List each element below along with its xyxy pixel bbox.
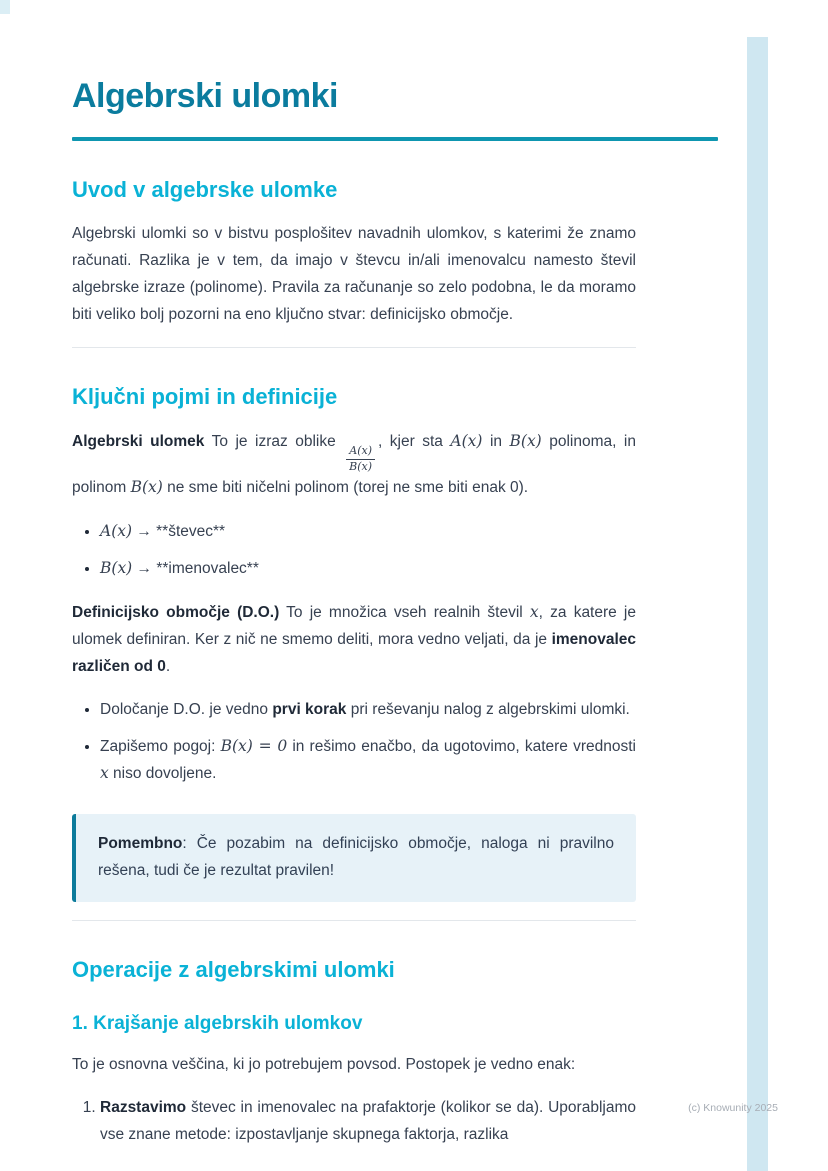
emphasis-run: prvi korak: [272, 700, 347, 718]
text-run: → **imenovalec**: [132, 559, 259, 577]
math-expression: B(x): [100, 558, 133, 577]
list-item: [100, 555, 636, 583]
operations-paragraph: To je osnovna veščina, ki jo potrebujem povsod. Postopek je vedno enak:: [72, 1055, 576, 1073]
steps-list: [72, 1095, 636, 1149]
right-accent-strip: [747, 37, 768, 1171]
section-heading-definitions: Ključni pojmi in definicije: [72, 384, 338, 410]
term-label: Algebrski ulomek: [72, 433, 205, 451]
domain-label: Definicijsko območje (D.O.): [72, 603, 280, 621]
text-run: Določanje D.O. je vedno: [100, 700, 273, 718]
text-run: niso dovoljene.: [108, 765, 217, 783]
fraction-denominator: B(x): [349, 460, 373, 474]
footer-credit: (c) Knowunity 2025: [688, 1102, 778, 1114]
text-run: in: [482, 433, 510, 451]
definition-bullet-list: [72, 518, 636, 583]
emphasis-run: Razstavimo: [100, 1098, 187, 1116]
list-item: [100, 733, 636, 789]
emphasis-run: imenovalec različen od 0: [72, 630, 636, 675]
callout-text: : Če pozabim na definicijsko območje, naloga ni pravilno rešena, tudi če je rezultat pravilen!: [98, 835, 614, 880]
section-divider: [72, 920, 636, 921]
definition-domain-paragraph: [72, 599, 636, 681]
math-expression: A(x): [450, 432, 483, 451]
inline-fraction: [346, 445, 375, 473]
callout-label: Pomembno: [98, 835, 183, 853]
section-heading-intro: Uvod v algebrske ulomke: [72, 176, 338, 202]
text-run: .: [165, 657, 171, 675]
definition-term-paragraph: [72, 428, 636, 501]
text-run: → **števec**: [132, 522, 226, 540]
list-item: [100, 697, 636, 724]
text-run: in rešimo enačbo, da ugotovimo, katere vrednosti: [287, 737, 636, 755]
fraction-numerator: A(x): [346, 445, 375, 460]
section-heading-operations: Operacije z algebrskimi ulomki: [72, 956, 395, 982]
subsection-heading-krajsanje: 1. Krajšanje algebrskih ulomkov: [72, 1013, 363, 1035]
section-divider: [72, 347, 636, 348]
text-run: Zapišemo pogoj:: [100, 737, 221, 755]
important-callout: [72, 814, 636, 901]
text-run: , za katere je ulomek definiran. Ker z nič ne smemo deliti, mora vedno veljati, da je: [72, 603, 637, 648]
math-expression: B(x): [509, 432, 542, 451]
math-expression: x: [100, 764, 109, 783]
math-expression: x: [529, 602, 539, 621]
text-run: , kjer sta: [377, 433, 451, 451]
math-expression: A(x): [100, 521, 133, 540]
list-item: [100, 518, 636, 546]
title-rule: [72, 137, 718, 141]
domain-notes-list: [72, 697, 636, 789]
list-item: [100, 1095, 636, 1149]
text-run: To je izraz oblike: [204, 433, 344, 451]
math-expression: B(x) = 0: [220, 736, 288, 755]
text-run: pri reševanju nalog z algebrskimi ulomki.: [346, 700, 630, 718]
page-title: Algebrski ulomki: [72, 77, 338, 115]
math-expression: B(x): [130, 477, 163, 496]
text-run: števec in imenovalec na prafaktorje (kolikor se da). Uporabljamo vse znane metode: izpostavljanje skupnega faktorja, razlika: [100, 1098, 636, 1143]
text-run: polinoma, in polinom: [72, 433, 636, 496]
document-content: [72, 0, 718, 1159]
text-run: To je množica vseh realnih števil: [279, 603, 530, 621]
intro-paragraph: Algebrski ulomki so v bistvu posplošitev navadnih ulomkov, s katerimi že znamo računati. Razlika je v tem, da imajo v števcu in/ali imenovalcu namesto števil algebrske izraze (polinome). Pravila za računanje so zelo podobna, le da moramo biti veliko bolj pozorni na eno ključno stvar: definicijsko območje.: [72, 225, 636, 324]
corner-accent: [0, 0, 10, 14]
text-run: ne sme biti ničelni polinom (torej ne sme biti enak 0).: [162, 478, 529, 496]
